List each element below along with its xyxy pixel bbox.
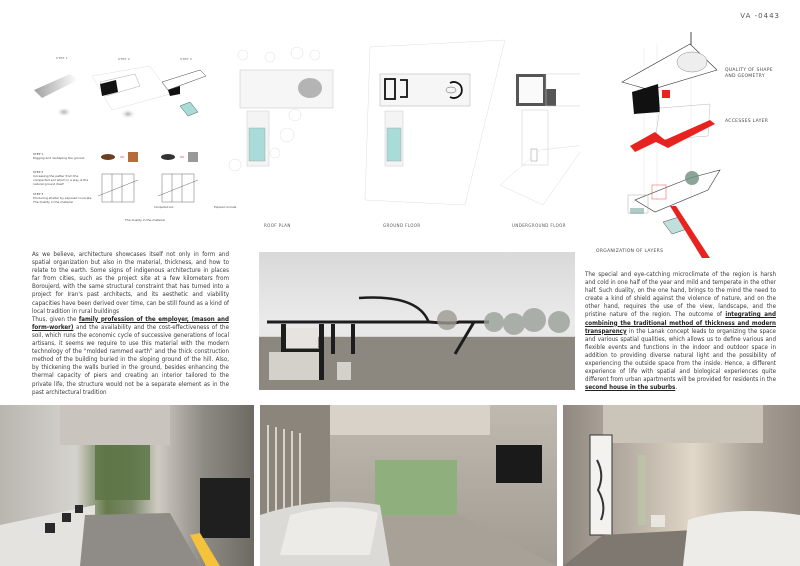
right-text-part-1: The special and eye-catching microclimate of the region is harsh and cold in one half of the year and mild and temperate in the other half. Such duality, on the one hand, brings to the mind the need to create a kind of shield against the violence of nature, and on the other hand, requires the use of the view, landscape, and the pristine nature of the region. The outcome of (585, 271, 776, 319)
right-text-part-2: in the Lanak concept leads to organizing the space and various spatial qualities, which allows us to define various and flexible events and functions in the indoor and outdoor space in addition to providing diverse natural light and the possibility of experiencing the outside space from the inside. Hence, a different experience of life with spatial and biological experiences quite different from urban apartments will be provided for residents in the (585, 327, 776, 384)
material-step-1-text: Digging and reshaping the ground (33, 156, 85, 160)
ground-floor-label: GROUND FLOOR (383, 223, 421, 228)
left-emphasis-family-profession: family profession of the employer, (mason and form-worker) (32, 315, 229, 331)
guest-bedroom-render (563, 405, 800, 566)
section-render (259, 252, 575, 390)
material-caption-concrete: Exposed concrete (214, 206, 237, 209)
material-caption-soil: Compacted soil (154, 206, 174, 209)
layers-diagram (580, 0, 800, 260)
process-caption: The duality in the material (125, 218, 165, 222)
material-step-1-title: STEP 1 (33, 152, 44, 156)
left-paragraph-2-start: Thus, given the (32, 315, 79, 323)
material-steps (33, 152, 93, 204)
left-description (32, 251, 229, 397)
layer-label-organization: ORGANIZATION OF LAYERS (596, 249, 664, 254)
material-step-2-text: Increasing the patter from the compacted soil which in a way is the natural ground itself (33, 174, 89, 186)
massing-steps-drawing (30, 62, 230, 142)
right-emphasis-thickness-transparency: integrating and combining the traditional method of thickness and modern transparency (585, 311, 776, 335)
exploded-axonometric (580, 0, 800, 260)
section-drawing (259, 252, 575, 390)
material-drawings (98, 150, 238, 210)
roof-plan-label: ROOF PLAN (264, 223, 291, 228)
plans-area (225, 35, 580, 235)
process-diagram (30, 50, 237, 230)
right-text-part-3: . (675, 384, 678, 392)
left-paragraph-2-rest: and the availability and the cost-effectiveness of the soil, which runs the economic cycle of successive generations of local artisans, it seems we require to use this material with the modern technology of the "molded rammed earth" and the thick construction method of the building buried in the sloping ground of the hill. Also, by thickening the walls buried in the ground, besides enhancing the thermal capacity of piers and creating an interior tailored to the private life, the structure would not be a separate element as in the past architectural tradition (32, 323, 229, 396)
material-step-3-title: STEP 3 (33, 192, 44, 196)
board-code: VA -0443 (740, 12, 780, 20)
right-emphasis-second-house: second house in the suburbs (585, 384, 676, 392)
left-paragraph-1: As we believe, architecture showcases itself not only in form and spatial organization but also in the material, thickness, and how to relate to the earth. Some signs of indigenous architecture in places far from cities, such as the project site at a few kilometers from Boroujerd, with the same structural constraint that has turned into a project for Iran's past architects, and its aesthetic and viability capacities have been derived over time, can be still found as a kind of local tradition in rural buildings (32, 251, 229, 315)
right-description (585, 271, 776, 392)
bedroom-render (260, 405, 557, 566)
layer-label-shape: QUALITY OF SHAPE AND GEOMETRY (725, 68, 773, 79)
plans-drawing (225, 35, 580, 215)
underground-floor-label: UNDERGROUND FLOOR (512, 223, 566, 228)
living-room-render (0, 405, 254, 566)
material-step-3-text: Producing shelter by exposed concrete The duality in the material (33, 196, 92, 204)
material-step-2-title: STEP 2 (33, 170, 44, 174)
layer-label-accesses: ACCESSES LAYER (725, 119, 769, 124)
step-2-label: STEP 2 (118, 57, 131, 61)
step-3-label: STEP 3 (180, 57, 193, 61)
step-1-label: STEP 1 (56, 56, 69, 60)
